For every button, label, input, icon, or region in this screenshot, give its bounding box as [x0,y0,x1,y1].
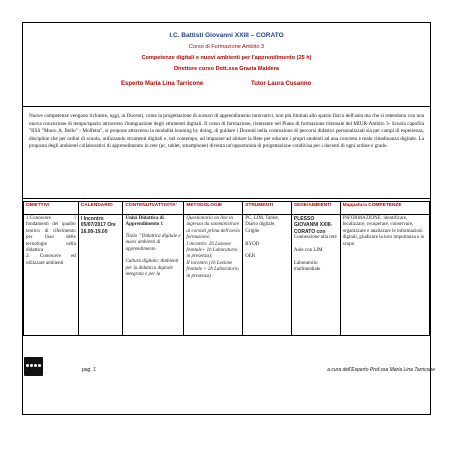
tools-cell: PC, LIM, Tablet, Diario digitale, Griglie BYOD OER [243,215,292,336]
school-logo [24,357,43,376]
contents-body: Titolo " Didattica digitale e nuovi ambienti di apprendimento Cultura digitale; Ambienti per la didattica digitale integrata e per la [125,233,181,278]
venue-title: PLESSO GIOVANNI XXIII-CORATO con [293,216,333,235]
column-header: Mappatura COMPETENZE [340,202,429,215]
table-row [24,215,430,336]
skills-cell: INFORMAZIONE: identificare, localizzare, recuperare, conservare, organizzare e analizzare le informazioni digitali, giudicare la loro importanza e lo scopo [340,215,429,336]
methods-cell [184,215,243,336]
contents-title: Unità Didattica di Apprendimento 1 [125,216,164,228]
course-expert: Esperto Maria Lina Tarricone [121,81,204,87]
column-header: CALENDARIO [78,202,123,215]
document-page [22,22,431,415]
calendar-cell: I Incontro 05/07/2017 Ore 16.00-19.00 [78,215,123,336]
venue-body: Connessione alla rete Aule con LIM Laboratorio multimediale [293,235,337,273]
school-title: I.C. Battisti Giovanni XXIII – CORATO [169,32,284,39]
column-header: SEDE/AMBIENTI [291,202,340,215]
methods-first: I incontro: 26 Lezione frontale+ 1h Laboratorio in presenza); [186,241,238,260]
venue-cell [291,215,340,336]
methods-intro: Questionario on line in ingresso da somministrare ai corsisti prima dell'avvio formazione; [186,216,241,241]
course-header [23,23,430,107]
methods-second: II incontro (1h Lezione frontale + 2h Laboratorio in presenza) [186,260,239,279]
column-header: CONTENUTI/ATTIVITA' [123,202,184,215]
contents-cell [123,215,184,336]
intro-paragraph: Nuove competenze vengono richieste, oggi, ai Docenti, come la progettazione di scenari di apprendimento innovativi, non più limitati allo spazio fisico dell'aula ma che si estendono con una nuova concezione di tempo/spazio attraverso l'integrazione degli strumenti digitali. Il corso di formazione, rientrante nel Piano di formazione triennale del MIUR-Ambito 3- Scuola capofila "IISS "Mons. A. Bello" - Molfetta", si propone attraverso la modalità learning by doing, di guidare i Docenti nella costruzione di percorsi didattici personalizzati sia per campi di esperienza, discipline che per ordini di scuola, utilizzando strumenti digitali e, nel contempo, ad imparare ad abitare la Rete per educare i propri studenti ad una concreta e reale cittadinanza digitale. La proposta degli ambienti collaborativi di apprendimento in rete (pc, tablet, smartphone) diventa un'opportunità di progettazione condivisa per i docenti di ogni ordine e grado. [23,107,430,199]
column-header: METODOLOGIE [184,202,243,215]
column-header: OBIETTIVI [24,202,79,215]
table-header-row [24,202,430,215]
column-header: STRUMENTI [243,202,292,215]
footer-credit: a cura dell'Esperto Prof.ssa Maria Lina Tarricone [327,367,435,373]
course-director: Direttore corso Dott.ssa Grazia Maldera [173,66,280,72]
objectives-cell: 1.Conoscere i fondamenti del quadro teorico di riferimento per l'uso delle tecnologie nella didattica 2. Conoscere ed utilizzare ambienti [24,215,79,336]
course-tutor: Tutor Laura Cusanno [251,81,312,87]
page-number: pag. 1 [82,367,96,373]
course-name: Corso di Formazione Ambito 3 [188,44,265,50]
course-table [23,201,430,336]
course-subtitle: Competenze digitali e nuovi ambienti per l'apprendimento (25 h) [141,55,312,61]
